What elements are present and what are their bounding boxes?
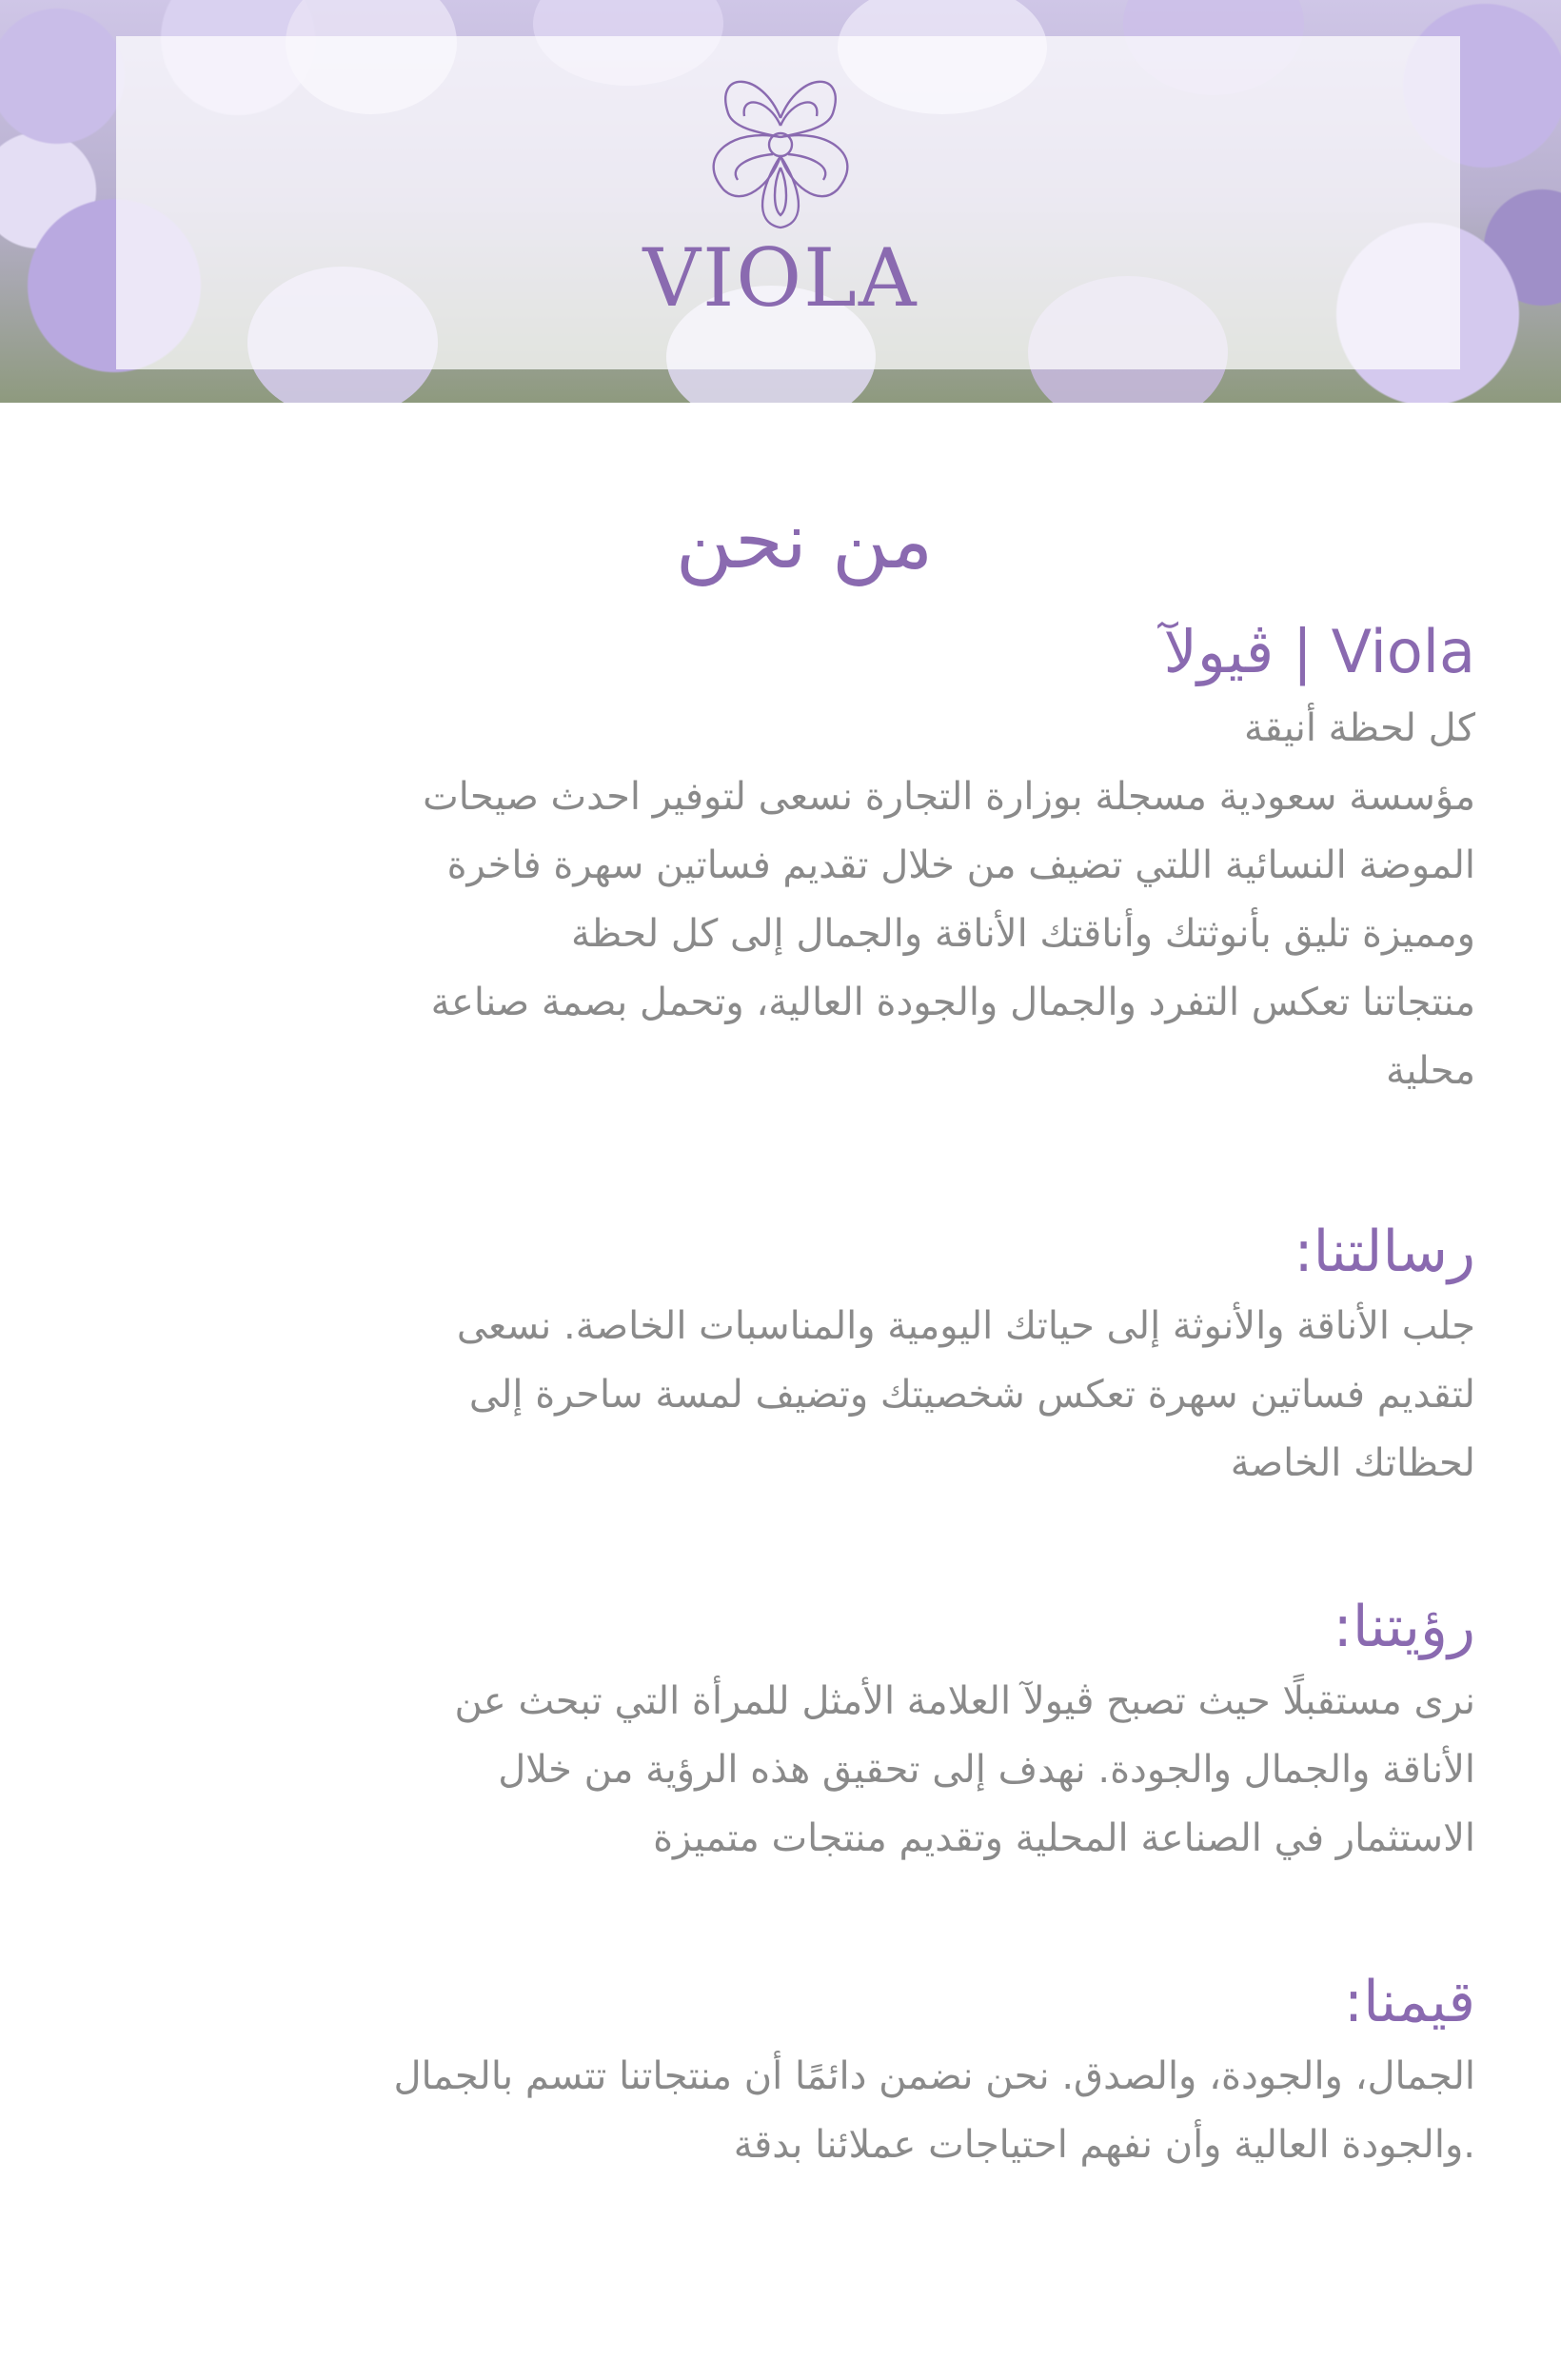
mission-section	[124, 1218, 1485, 1497]
intro-paragraph	[124, 694, 1485, 1105]
paragraph-line: الجمال، والجودة، والصدق. نحن نضمن دائمًا أن منتجاتنا تتسم بالجمال	[393, 2053, 1475, 2098]
brand-heading: Viola | ڤيولآ	[1163, 617, 1475, 687]
logo-wordmark: VIOLA	[642, 231, 919, 325]
values-section	[124, 1968, 1485, 2179]
vision-paragraph	[124, 1667, 1485, 1873]
paragraph-line: الاستثمار في الصناعة المحلية وتقديم منتجات متميزة	[653, 1815, 1475, 1860]
paragraph-line: الأناقة والجمال والجودة. نهدف إلى تحقيق هذه الرؤية من خلال	[498, 1747, 1475, 1792]
page-title: من نحن	[675, 496, 934, 586]
values-paragraph	[124, 2042, 1485, 2179]
intro-section	[124, 617, 1485, 1104]
main-content	[124, 447, 1485, 2179]
paragraph-line: كل لحظة أنيقة	[1243, 705, 1475, 750]
flower-petals-icon	[685, 61, 876, 232]
paragraph-line: لتقديم فساتين سهرة تعكس شخصيتك وتضيف لمسة ساحرة إلى	[468, 1372, 1475, 1417]
paragraph-line: .والجودة العالية وأن نفهم احتياجات عملائنا بدقة	[733, 2122, 1475, 2167]
paragraph-line: لحظاتك الخاصة	[1230, 1440, 1475, 1485]
paragraph-line: نرى مستقبلًا حيث تصبح ڤيولآ العلامة الأمثل للمرأة التي تبحث عن	[454, 1678, 1475, 1723]
values-heading: قيمنا:	[1343, 1968, 1475, 2035]
paragraph-line: جلب الأناقة والأنوثة إلى حياتك اليومية والمناسبات الخاصة. نسعى	[456, 1303, 1475, 1348]
header-banner	[0, 0, 1561, 403]
paragraph-line: منتجاتنا تعكس التفرد والجمال والجودة العالية، وتحمل بصمة صناعة	[430, 980, 1475, 1024]
paragraph-line: مؤسسة سعودية مسجلة بوزارة التجارة نسعى لتوفير احدث صيحات	[423, 774, 1475, 819]
vision-section	[124, 1593, 1485, 1873]
paragraph-line: محلية	[1385, 1048, 1475, 1093]
paragraph-line: الموضة النسائية اللتي تضيف من خلال تقديم فساتين سهرة فاخرة	[446, 843, 1475, 887]
paragraph-line: ومميزة تليق بأنوثتك وأناقتك الأناقة والجمال إلى كل لحظة	[570, 911, 1475, 956]
vision-heading: رؤيتنا:	[1333, 1593, 1475, 1660]
mission-paragraph	[124, 1292, 1485, 1497]
mission-heading: رسالتنا:	[1294, 1218, 1475, 1285]
